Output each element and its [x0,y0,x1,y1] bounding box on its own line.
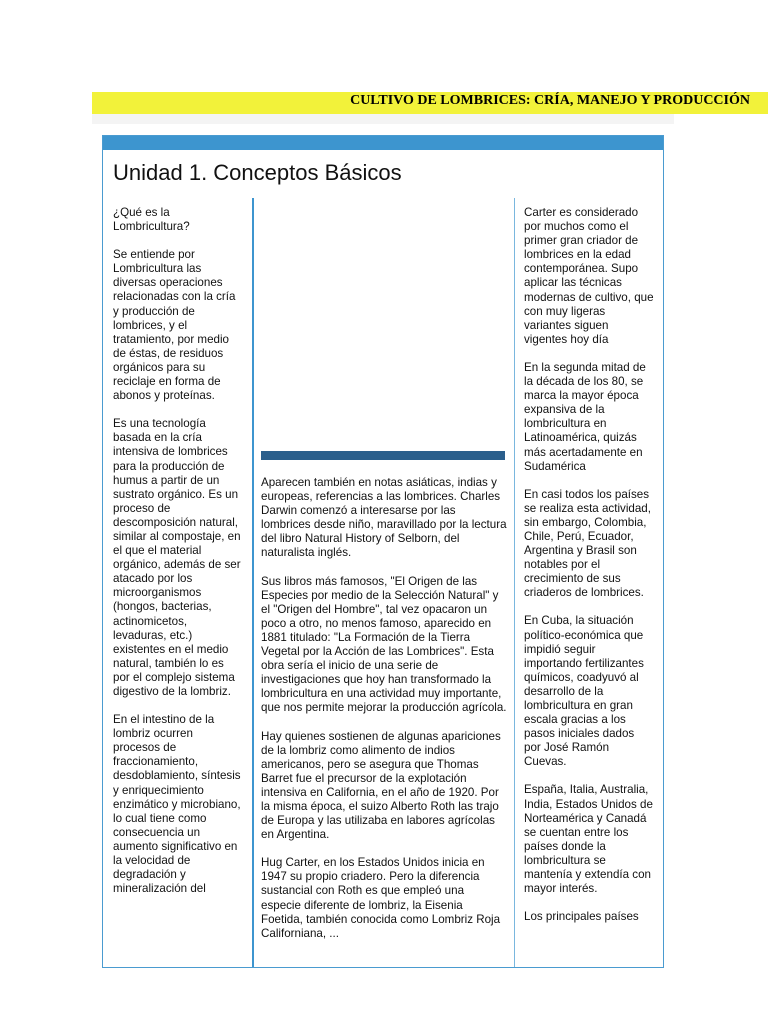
column-divider-right [514,198,515,968]
paragraph: Carter es considerado por muchos como el primer gran criador de lombrices en la edad contemporánea. Supo aplicar las técnicas modernas de cultivo, que con muy ligeras variantes siguen vigentes hoy día [524,206,654,346]
paragraph: En el intestino de la lombriz ocurren procesos de fraccionamiento, desdoblamiento, síntesis y enriquecimiento enzimático y microbiano, lo cual tiene como consecuencia un aumento significativo en la velocidad de degradación y mineralización del [113,713,241,896]
paragraph: ¿Qué es la Lombricultura? [113,206,190,234]
paragraph: En casi todos los países se realiza esta actividad, sin embargo, Colombia, Chile, Perú, Ecuador, Argentina y Brasil son notables por el crecimiento de sus criaderos de lombrices. [524,487,651,600]
paragraph: En la segunda mitad de la década de los 80, se marca la mayor época expansiva de la lombricultura en Latinoamérica, quizás más acertadamente en Sudamérica [524,360,646,473]
document-title: CULTIVO DE LOMBRICES: CRÍA, MANEJO Y PRODUCCIÓN [350,93,750,108]
header-divider [92,114,674,124]
panel-top-bar [103,136,663,150]
middle-column-bar [261,451,505,460]
paragraph: Se entiende por Lombricultura las diversas operaciones relacionadas con la cría y producción de lombrices, y el tratamiento, por medio de éstas, de residuos orgánicos para su reciclaje en forma de abonos y proteínas. [113,248,236,403]
middle-column [261,476,507,961]
right-column [524,206,654,961]
column-divider-left [252,198,254,968]
paragraph: España, Italia, Australia, India, Estados Unidos de Norteamérica y Canadá se cuentan entre los países donde la lombricultura se mantenía y extendía con mayor interés. [524,783,653,896]
paragraph: Hug Carter, en los Estados Unidos inicia en 1947 su propio criadero. Pero la diferencia sustancial con Roth es que empleó una especie diferente de lombriz, la Eisenia Foetida, también conocida como Lombriz Roja Californiana, ... [261,856,501,940]
left-column [113,206,243,961]
document-header-band [92,92,768,114]
paragraph: Los principales países [524,910,639,924]
paragraph: Aparecen también en notas asiáticas, indias y europeas, referencias a las lombrices. Charles Darwin comenzó a interesarse por las lombrices desde niño, maravillado por la lectura del libro Natural History of Selborn, del naturalista inglés. [261,476,507,560]
unit-heading: Unidad 1. Conceptos Básicos [113,160,402,185]
paragraph: Es una tecnología basada en la cría intensiva de lombrices para la producción de humus a partir de un sustrato orgánico. Es un proceso de descomposición natural, similar al compostaje, en el que el material orgánico, además de ser atacado por los microorganismos (hongos, bacterias, actinomicetos, levaduras, etc.) existentes en el medio natural, también lo es por el complejo sistema digestivo de la lombriz. [113,417,241,698]
content-panel [102,135,664,968]
paragraph: Sus libros más famosos, "El Origen de las Especies por medio de la Selección Natural" y el "Origen del Hombre", tal vez opacaron un poco a otro, no menos famoso, aparecido en 1881 titulado: "La Formación de la Tierra Vegetal por la Acción de las Lombrices". Esta obra sería el inicio de una serie de investigaciones que hoy han transformado la lombricultura en una actividad muy importante, que nos permite mejorar la producción agrícola. [261,574,507,715]
paragraph: Hay quienes sostienen de algunas apariciones de la lombriz como alimento de indios americanos, pero se asegura que Thomas Barret fue el precursor de la explotación intensiva en California, en el año de 1920. Por la misma época, el suizo Alberto Roth las trajo de Europa y las utilizaba en labores agrícolas en Argentina. [261,729,501,842]
paragraph: En Cuba, la situación político-económica que impidió seguir importando fertilizantes químicos, coadyuvó al desarrollo de la lombricultura en gran escala gracias a los pasos iniciales dados por José Ramón Cuevas. [524,614,644,769]
